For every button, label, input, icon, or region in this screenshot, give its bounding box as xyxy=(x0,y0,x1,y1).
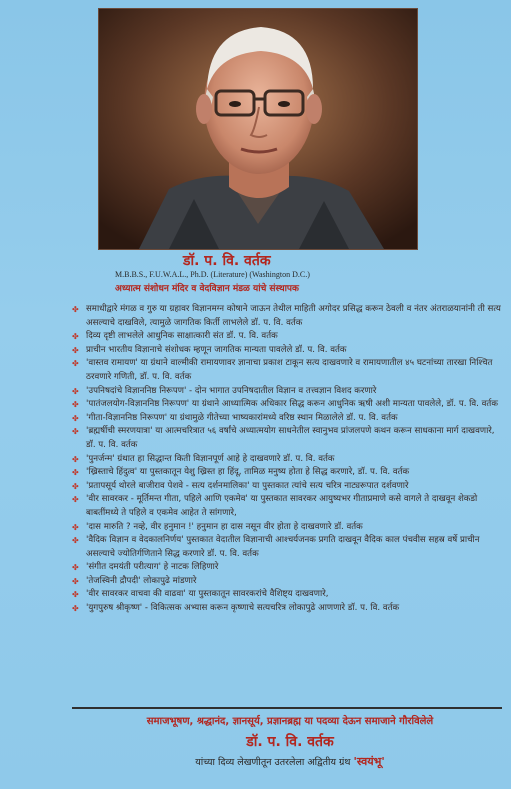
author-photo xyxy=(98,8,418,250)
star-bullet-icon: ✤ xyxy=(72,522,79,532)
star-bullet-icon: ✤ xyxy=(72,495,79,505)
author-portrait-image xyxy=(99,9,417,249)
star-bullet-icon: ✤ xyxy=(72,576,79,586)
list-item: ✤ 'तेजस्विनी द्रौपदी' लोकापुढे मांडणारे xyxy=(72,575,504,589)
list-item: ✤ 'वीर सावरकर वाचवा की वाढवा' या पुस्तकातून सावरकरांचे वैशिष्ट्य दाखवणारे, xyxy=(72,588,504,602)
book-line-prefix: यांच्या दिव्य लेखणीतून उतरलेला अद्वितीय ग्रंथ xyxy=(195,757,351,768)
star-bullet-icon: ✤ xyxy=(72,413,79,423)
author-qualifications: M.B.B.S., F.U.W.A.L., Ph.D. (Literature) (Washington D.C.) xyxy=(115,270,310,279)
star-bullet-icon: ✤ xyxy=(72,427,79,437)
book-line xyxy=(80,754,500,769)
star-bullet-icon: ✤ xyxy=(72,468,79,478)
star-bullet-icon: ✤ xyxy=(72,563,79,573)
star-bullet-icon: ✤ xyxy=(72,604,79,614)
list-item: ✤ 'वास्तव रामायण' या ग्रंथाने वाल्मीकी रामायणावर ज्ञानाचा प्रकाश टाकून सत्य दाखवणारे व रामायणातील ४५ घटनांच्या तारखा निश्चित ठरवणारे गणिती, डॉ. प. वि. वर्तक xyxy=(72,358,493,382)
list-item: ✤ 'युगपुरुष श्रीकृष्ण' - विकित्सक अभ्यास करून कृष्णाचे सत्यचरित्र लोकापुढे आणणारे डॉ. प. वि. वर्तक xyxy=(72,602,504,616)
star-bullet-icon: ✤ xyxy=(72,400,79,410)
star-bullet-icon: ✤ xyxy=(72,536,79,546)
honors-line: समाजभूषण, श्रद्धानंद, ज्ञानसूर्य, प्रज्ञानब्रह्म या पदव्या देऊन समाजाने गौरविलेले xyxy=(146,716,434,727)
achievements-list xyxy=(72,303,504,616)
list-item: ✤ 'दास मारुति ? नव्हे, वीर हनुमान !' हनुमान हा दास नसून वीर होता हे दाखवणारे डॉ. वर्तक xyxy=(72,521,504,535)
star-bullet-icon: ✤ xyxy=(72,454,79,464)
list-item: ✤ समाधीद्वारे मंगळ व गुरु या ग्रहावर विज्ञानमग्न कोषाने जाऊन तेथील माहिती अगोदर प्रसिद्ध करून ठेवली व नंतर अंतराळयानांनी ती सत्य असल्याचे दाखविले, त्यामुळे जागतिक किर्ती लाभलेले डॉ. प. वि. वर्तक xyxy=(72,304,501,328)
list-item: ✤ 'संगीत दमयंती परीत्याग' हे नाटक लिहिणारे xyxy=(72,561,504,575)
list-item: ✤ 'वैदिक विज्ञान व वेदकालनिर्णय' पुस्तकात वेदातील विज्ञानाची आश्चर्यजनक प्रगति दाखवून वैदिक काल पंचवीस सहस्र वर्षे प्राचीन असल्याचे ज्योतिर्गणिताने सिद्ध करणारे डॉ. प. वि. वर्तक xyxy=(72,535,480,559)
star-bullet-icon: ✤ xyxy=(72,590,79,600)
star-bullet-icon: ✤ xyxy=(72,481,79,491)
list-item: ✤ 'ख्रिस्ताचे हिंदुत्व' या पुस्तकातून येशु ख्रिस्त हा हिंदू, तामिळ मनुष्य होता हे सिद्ध करणारे, डॉ. प. वि. वर्तक xyxy=(72,466,504,480)
list-item: ✤ प्राचीन भारतीय विज्ञानाचे संशोधक म्हणून जागतिक मान्यता पावलेले डॉ. प. वि. वर्तक xyxy=(72,344,504,358)
star-bullet-icon: ✤ xyxy=(72,305,79,314)
list-item: ✤ दिव्य दृष्टी लाभलेले आधुनिक साक्षात्कारी संत डॉ. प. वि. वर्तक xyxy=(72,330,504,344)
list-item: ✤ 'गीता-विज्ञाननिष्ठ निरूपण' या ग्रंथामुळे गीतेच्या भाष्यकारांमध्ये वरिष्ठ स्थान मिळालेले डॉ. प. वि. वर्तक xyxy=(72,412,504,426)
star-bullet-icon: ✤ xyxy=(72,359,79,369)
institution-line: अध्यात्म संशोधन मंदिर व वेदविज्ञान मंडळ यांचे संस्थापक xyxy=(115,284,299,294)
list-item: ✤ 'ब्रह्मर्षीची स्मरणयात्रा' या आत्मचरित्रात ५६ वर्षांचे अध्यात्मयोग साधनेतील स्वानुभव प्रांजलपणे कथन करून साधकाना मार्ग दाखवणारे, डॉ. प. वि. वर्तक xyxy=(72,426,495,450)
footer-divider xyxy=(72,707,502,709)
book-title: 'स्वयंभू' xyxy=(353,755,385,768)
list-item: ✤ 'पुनर्जन्म' ग्रंथात हा सिद्धान्त किती विज्ञानपूर्ण आहे हे दाखवणारे डॉ. प. वि. वर्तक xyxy=(72,453,504,467)
list-item: ✤ 'प्रतापसूर्य थोरले बाजीराव पेशवे - सत्य दर्शनमालिका' या पुस्तकात त्यांचे सत्य चरित्र नाट्यरूपात दर्शवणारे xyxy=(72,480,504,494)
footer-author-name: डॉ. प. वि. वर्तक xyxy=(246,734,334,750)
star-bullet-icon: ✤ xyxy=(72,332,79,342)
star-bullet-icon: ✤ xyxy=(72,386,79,396)
list-item: ✤ 'पातंजलयोग-विज्ञाननिष्ठ निरूपण' या ग्रंथाने आध्यात्मिक अधिकार सिद्ध करून आधुनिक ऋषी अशी मान्यता पावलेले, डॉ. प. वि. वर्तक xyxy=(72,398,504,412)
star-bullet-icon: ✤ xyxy=(72,345,79,355)
author-name: डॉ. प. वि. वर्तक xyxy=(183,253,271,269)
list-item: ✤ 'वीर सावरकर - मूर्तिमन्त गीता, पहिले आणि एकमेव' या पुस्तकात सावरकर आयुष्यभर गीताप्रमाणे कसे वागले ते दाखवून शेकडो बाबतींमध्ये ते पहिले व एकमेव आहेत ते सांगणारे, xyxy=(72,494,478,518)
list-item: ✤ 'उपनिषदांचे विज्ञाननिष्ठ निरूपण' - दोन भागात उपनिषदातील विज्ञान व तत्त्वज्ञान विशद करणारे xyxy=(72,385,504,399)
